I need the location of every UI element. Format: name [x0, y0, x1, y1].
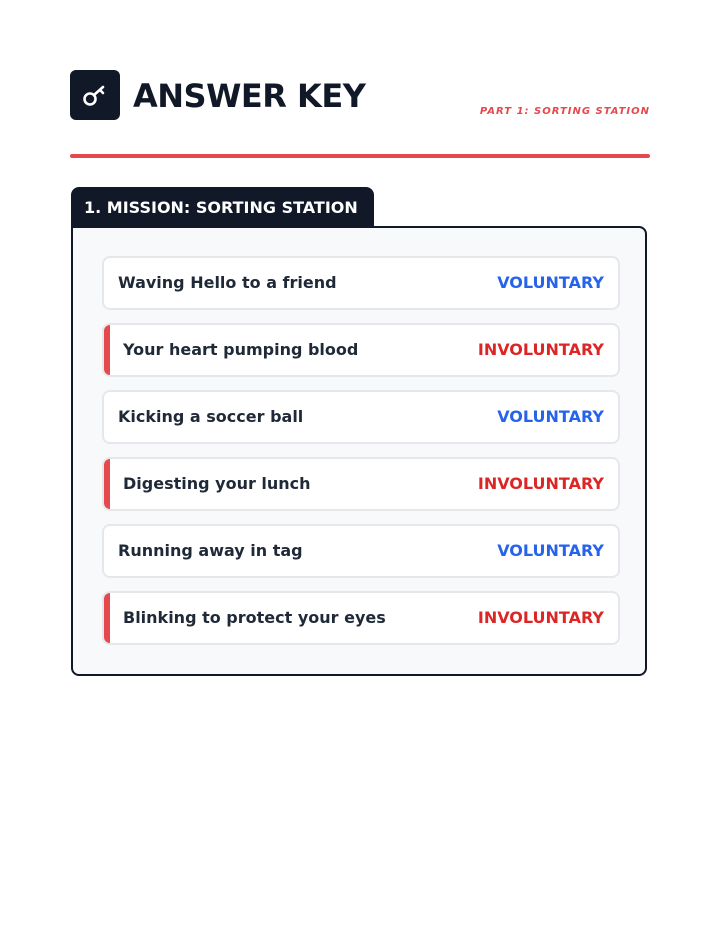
answer-row-answer: INVOLUNTARY	[477, 340, 604, 359]
header-divider	[70, 154, 650, 158]
page-subtitle: PART 1: SORTING STATION	[479, 106, 650, 117]
answer-row-answer: VOLUNTARY	[497, 407, 604, 426]
answer-row-answer: VOLUNTARY	[497, 273, 604, 292]
answer-row-label: Waving Hello to a friend	[118, 273, 337, 292]
answer-row	[102, 256, 620, 310]
answer-row-answer: INVOLUNTARY	[477, 608, 604, 627]
answer-row	[102, 457, 620, 511]
answer-row-label: Blinking to protect your eyes	[123, 608, 386, 627]
page-title: ANSWER KEY	[133, 77, 366, 115]
answer-row-label: Kicking a soccer ball	[118, 407, 304, 426]
answer-row	[102, 323, 620, 377]
answer-row-label: Digesting your lunch	[123, 474, 311, 493]
answer-row-label: Your heart pumping blood	[123, 340, 359, 359]
header	[70, 70, 650, 120]
sorting-panel	[71, 226, 647, 676]
key-icon	[70, 70, 120, 120]
answer-row	[102, 390, 620, 444]
answer-row-answer: VOLUNTARY	[497, 541, 604, 560]
answer-row	[102, 524, 620, 578]
answer-row-answer: INVOLUNTARY	[477, 474, 604, 493]
answer-row-label: Running away in tag	[118, 541, 303, 560]
section-title: 1. MISSION: SORTING STATION	[71, 187, 374, 227]
answer-row	[102, 591, 620, 645]
